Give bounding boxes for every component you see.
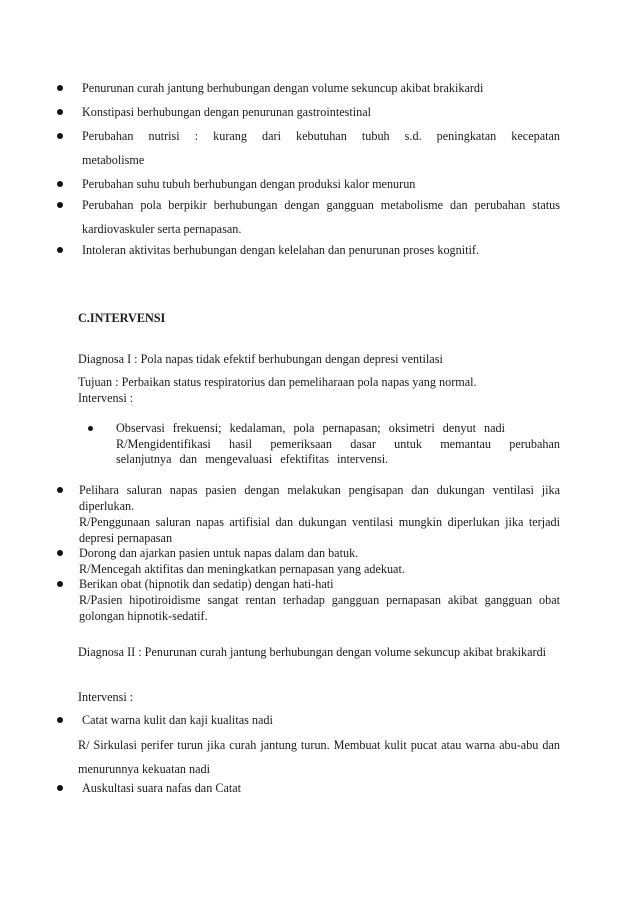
list-item: Dorong dan ajarkan pasien untuk napas dalam dan batuk. R/Mencegah aktifitas dan meningkatkan pernapasan yang adekuat. <box>60 545 560 577</box>
list-item: Penurunan curah jantung berhubungan dengan volume sekuncup akibat brakikardi <box>60 76 560 100</box>
list-item: Observasi frekuensi; kedalaman, pola pernapasan; oksimetri denyut nadi R/Mengidentifikasi hasil pemeriksaan dasar untuk memantau perubahan selanjutnya dan mengevaluasi efektifitas intervensi. <box>88 421 560 468</box>
list-item: Pelihara saluran napas pasien dengan melakukan pengisapan dan dukungan ventilasi jika diperlukan. R/Penggunaan saluran napas artifisial dan dukungan ventilasi mungkin diperlukan jika terjadi depresi pernapasan <box>60 482 560 546</box>
bullet-icon <box>88 426 93 431</box>
diagnosa-2-intervensi-label: Intervensi : <box>78 690 134 704</box>
list-item: Berikan obat (hipnotik dan sedatip) dengan hati-hati R/Pasien hipotiroidisme sangat rentan terhadap gangguan pernapasan akibat gangguan obat golongan hipnotik-sedatif. <box>60 576 560 624</box>
list-item: Perubahan nutrisi : kurang dari kebutuhan tubuh s.d. peningkatan kecepatan metabolisme <box>60 124 560 172</box>
diagnosa-1-intervensi-label: Intervensi : <box>78 391 134 405</box>
list-item: Konstipasi berhubungan dengan penurunan gastrointestinal <box>60 100 560 124</box>
bullet-icon <box>57 133 63 139</box>
bullet-icon <box>57 247 63 253</box>
list-item: Auskultasi suara nafas dan Catat <box>60 776 560 800</box>
bullet-icon <box>57 85 63 91</box>
bullet-icon <box>57 109 63 115</box>
diagnosa-2-rationale: R/ Sirkulasi perifer turun jika curah jantung turun. Membuat kulit pucat atau warna abu-abu dan menurunnya kekuatan nadi <box>78 738 560 776</box>
bullet-icon <box>57 487 63 493</box>
list-item: Catat warna kulit dan kaji kualitas nadi <box>60 708 560 732</box>
diagnosa-2-title: Diagnosa II : Penurunan curah jantung berhubungan dengan volume sekuncup akibat brakikardi <box>78 645 547 659</box>
bullet-icon <box>57 581 63 587</box>
list-item: Perubahan pola berpikir berhubungan dengan gangguan metabolisme dan perubahan status kardiovaskuler serta pernapasan. <box>60 193 560 241</box>
bullet-icon <box>57 717 63 723</box>
diagnosa-1-title: Diagnosa I : Pola napas tidak efektif berhubungan dengan depresi ventilasi <box>78 352 443 366</box>
diagnosa-1-tujuan: Tujuan : Perbaikan status respiratorius dan pemeliharaan pola napas yang normal. <box>78 375 477 389</box>
bullet-icon <box>57 181 63 187</box>
bullet-icon <box>57 785 63 791</box>
section-title: C.INTERVENSI <box>78 311 166 325</box>
bullet-icon <box>57 550 63 556</box>
bullet-icon <box>57 202 63 208</box>
list-item: Intoleran aktivitas berhubungan dengan kelelahan dan penurunan proses kognitif. <box>60 238 560 262</box>
list-item: Perubahan suhu tubuh berhubungan dengan produksi kalor menurun <box>60 172 560 196</box>
